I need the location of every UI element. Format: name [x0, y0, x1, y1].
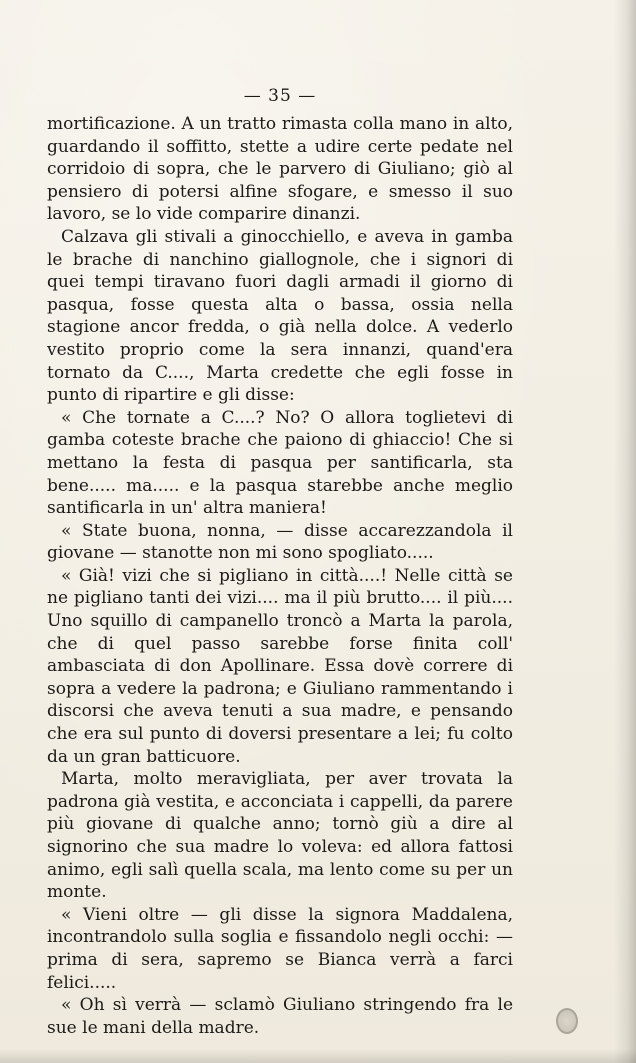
paragraph-4: « State buona, nonna, — disse accarezzandola il giovane — stanotte non mi sono spogliato.....	[47, 520, 513, 564]
library-stamp-mark	[556, 1008, 578, 1034]
body-text	[47, 113, 513, 1039]
paragraph-5: « Già! vizi che si pigliano in città....! Nelle città se ne pigliano tanti dei vizi.... ma il più brutto.... il più.... Uno squillo di campanello troncò a Marta la parola, che di quel passo sarebbe forse finita coll' ambasciata di don Apollinare. Essa dovè correre di sopra a vedere la padrona; e Giuliano rammentando i discorsi che aveva tenuti a sua madre, e pensando che era sul punto di doversi presentare a lei; fu colto da un gran batticuore.	[47, 565, 513, 767]
paragraph-3: « Che tornate a C....? No? O allora toglietevi di gamba coteste brache che paiono di ghiaccio! Che si mettano la festa di pasqua per santificarla, sta bene..... ma..... e la pasqua starebbe anche meglio santificarla in un' altra maniera!	[47, 407, 513, 519]
page-number: — 35 —	[243, 86, 317, 106]
paragraph-1: mortificazione. A un tratto rimasta colla mano in alto, guardando il soffitto, stette a udire certe pedate nel corridoio di sopra, che le parvero di Giuliano; giò al pensiero di potersi alfine sfogare, e smesso il suo lavoro, se lo vide comparire dinanzi.	[47, 114, 513, 225]
paragraph-8: « Oh sì verrà — sclamò Giuliano stringendo fra le sue le mani della madre.	[47, 995, 513, 1038]
page-bottom-edge	[0, 1049, 636, 1063]
paragraph-7: « Vieni oltre — gli disse la signora Maddalena, incontrandolo sulla soglia e fissandolo negli occhi: — prima di sera, sapremo se Bianca verrà a farci felici.....	[47, 904, 513, 993]
paragraph-2: Calzava gli stivali a ginocchiello, e aveva in gamba le brache di nanchino giallognole, che i signori di quei tempi tiravano fuori dagli armadi il giorno di pasqua, fosse questa alta o bassa, ossia nella stagione ancor fredda, o già nella dolce. A vederlo vestito proprio come la sera innanzi, quand'era tornato da C...., Marta credette che egli fosse in punto di ripartire e gli disse:	[47, 226, 513, 406]
page-edge-shadow	[614, 0, 636, 1063]
paragraph-6: Marta, molto meravigliata, per aver trovata la padrona già vestita, e acconciata i cappelli, da parere più giovane di qualche anno; tornò giù a dire al signorino che sua madre lo voleva: ed allora fattosi animo, egli salì quella scala, ma lento come su per un monte.	[47, 769, 513, 903]
